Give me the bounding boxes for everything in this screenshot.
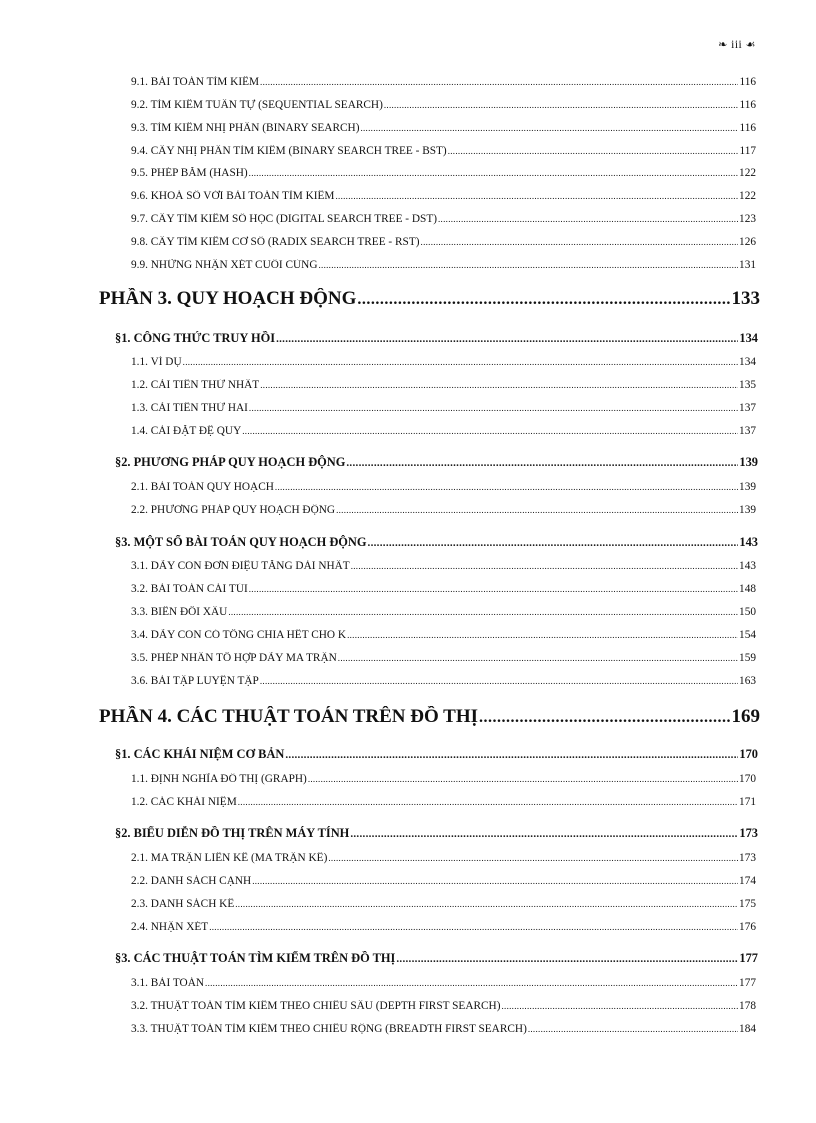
- toc-entry-9-5[interactable]: [131, 167, 756, 183]
- toc-section-p3-2[interactable]: [115, 455, 758, 473]
- toc-entry-9-9[interactable]: [131, 259, 756, 275]
- toc-entry-page: 176: [739, 921, 756, 933]
- toc-entry-page: 143: [739, 560, 756, 572]
- toc-entry-page: 174: [739, 875, 756, 887]
- toc-entry-page: 177: [739, 977, 756, 989]
- toc-entry-title: 1.1. VÍ DỤ: [131, 356, 182, 368]
- toc-entry-page: 126: [739, 236, 756, 248]
- toc-entry-title: 1.4. CÀI ĐẶT ĐỆ QUY: [131, 425, 242, 437]
- toc-entry-title: 3.3. BIẾN ĐỔI XÂU: [131, 606, 228, 618]
- dot-leader: [479, 706, 730, 728]
- dot-leader: [249, 583, 738, 595]
- dot-leader: [336, 504, 738, 516]
- toc-entry-title: 1.2. CẢI TIẾN THỨ NHẤT: [131, 379, 260, 391]
- dot-leader: [347, 629, 738, 641]
- dot-leader: [357, 288, 730, 310]
- toc-entry-page: 171: [739, 796, 756, 808]
- toc-entry-p4-1-1[interactable]: [131, 773, 756, 789]
- dot-leader: [235, 898, 738, 910]
- toc-entry-p4-2-4[interactable]: [131, 921, 756, 937]
- toc-entry-title: 3.6. BÀI TẬP LUYỆN TẬP: [131, 675, 259, 687]
- toc-entry-p3-1-2[interactable]: [131, 379, 756, 395]
- toc-entry-p3-3-1[interactable]: [131, 560, 756, 576]
- dot-leader: [438, 213, 738, 225]
- dot-leader: [368, 535, 739, 550]
- toc-entry-title: 3.4. DÃY CON CÓ TỔNG CHIA HẾT CHO K: [131, 629, 347, 641]
- dot-leader: [360, 122, 738, 134]
- dot-leader: [338, 652, 738, 664]
- toc-entry-p3-2-1[interactable]: [131, 481, 756, 497]
- toc-section-page: 170: [739, 747, 758, 761]
- toc-entry-title: 3.3. THUẬT TOÁN TÌM KIẾM THEO CHIỀU RỘNG (BREADTH FIRST SEARCH): [131, 1023, 527, 1035]
- toc-entry-page: 117: [739, 145, 756, 157]
- toc-entry-title: 9.5. PHÉP BĂM (HASH): [131, 167, 248, 179]
- dot-leader: [242, 425, 738, 437]
- dot-leader: [308, 773, 738, 785]
- dot-leader: [276, 331, 738, 346]
- toc-entry-title: 9.3. TÌM KIẾM NHỊ PHÂN (BINARY SEARCH): [131, 122, 360, 134]
- toc-section-page: 143: [739, 535, 758, 549]
- toc-entry-page: 175: [739, 898, 756, 910]
- toc-section-p4-3[interactable]: [115, 951, 758, 969]
- toc-entry-title: 9.7. CÂY TÌM KIẾM SỐ HỌC (DIGITAL SEARCH TREE - DST): [131, 213, 437, 225]
- toc-entry-p3-1-4[interactable]: [131, 425, 756, 441]
- toc-entry-9-1[interactable]: [131, 76, 756, 92]
- dot-leader: [260, 379, 738, 391]
- toc-entry-9-2[interactable]: [131, 99, 756, 115]
- toc-entry-page: 159: [739, 652, 756, 664]
- dot-leader: [421, 236, 739, 248]
- dot-leader: [249, 402, 738, 414]
- toc-entry-9-7[interactable]: [131, 213, 756, 229]
- toc-entry-p4-1-2[interactable]: [131, 796, 756, 812]
- toc-section-page: 134: [739, 331, 758, 345]
- toc-entry-title: 9.8. CÂY TÌM KIẾM CƠ SỐ (RADIX SEARCH TREE - RST): [131, 236, 420, 248]
- toc-entry-page: 137: [739, 402, 756, 414]
- toc-entry-title: 2.2. PHƯƠNG PHÁP QUY HOẠCH ĐỘNG: [131, 504, 336, 516]
- toc-entry-title: 3.1. BÀI TOÁN: [131, 977, 205, 989]
- dot-leader: [384, 99, 739, 111]
- toc-part-3[interactable]: [99, 288, 760, 314]
- toc-entry-title: 3.5. PHÉP NHÂN TỔ HỢP DÃY MA TRẬN: [131, 652, 337, 664]
- toc-entry-page: 137: [739, 425, 756, 437]
- toc-section-p4-1[interactable]: [115, 747, 758, 765]
- dot-leader: [528, 1023, 738, 1035]
- toc-entry-page: 170: [739, 773, 756, 785]
- dot-leader: [252, 875, 738, 887]
- toc-part-page: 133: [731, 288, 760, 309]
- toc-entry-title: 1.3. CẢI TIẾN THỨ HAI: [131, 402, 248, 414]
- page-number: [718, 38, 756, 51]
- toc-section-page: 177: [739, 951, 758, 965]
- toc-entry-page: 150: [739, 606, 756, 618]
- dot-leader: [335, 190, 738, 202]
- dot-leader: [318, 259, 738, 271]
- dot-leader: [351, 560, 738, 572]
- toc-entry-title: 9.9. NHỮNG NHẬN XÉT CUỐI CÙNG: [131, 259, 318, 271]
- toc-section-title: §1. CÁC KHÁI NIỆM CƠ BẢN: [115, 747, 285, 761]
- toc-entry-p3-3-3[interactable]: [131, 606, 756, 622]
- dot-leader: [275, 481, 738, 493]
- toc-entry-title: 9.4. CÂY NHỊ PHÂN TÌM KIẾM (BINARY SEARCH TREE - BST): [131, 145, 447, 157]
- toc-entry-p3-1-3[interactable]: [131, 402, 756, 418]
- toc-entry-title: 3.2. BÀI TOÁN CÁI TÚI: [131, 583, 248, 595]
- toc-section-page: 173: [739, 826, 758, 840]
- toc-section-page: 139: [739, 455, 758, 469]
- toc-entry-page: 123: [739, 213, 756, 225]
- toc-section-p3-3[interactable]: [115, 535, 758, 553]
- toc-entry-page: 173: [739, 852, 756, 864]
- toc-entry-title: 9.1. BÀI TOÁN TÌM KIẾM: [131, 76, 260, 88]
- toc-entry-title: 9.6. KHOÁ SỐ VỚI BÀI TOÁN TÌM KIẾM: [131, 190, 335, 202]
- toc-entry-page: 122: [739, 167, 756, 179]
- toc-entry-title: 2.1. BÀI TOÁN QUY HOẠCH: [131, 481, 274, 493]
- toc-part-title: PHẦN 3. QUY HOẠCH ĐỘNG: [99, 288, 357, 309]
- toc-part-page: 169: [731, 706, 760, 727]
- toc-entry-page: 178: [739, 1000, 756, 1012]
- toc-entry-p3-3-2[interactable]: [131, 583, 756, 599]
- toc-entry-9-6[interactable]: [131, 190, 756, 206]
- toc-entry-p3-3-6[interactable]: [131, 675, 756, 691]
- toc-entry-page: 184: [739, 1023, 756, 1035]
- toc-section-title: §1. CÔNG THỨC TRUY HỒI: [115, 331, 276, 345]
- toc-entry-p4-3-2[interactable]: [131, 1000, 756, 1016]
- toc-entry-p4-2-1[interactable]: [131, 852, 756, 868]
- toc-entry-page: 116: [739, 122, 756, 134]
- toc-entry-page: 134: [739, 356, 756, 368]
- toc-entry-title: 2.1. MA TRẬN LIỀN KỀ (MA TRẬN KỀ): [131, 852, 328, 864]
- toc-section-title: §2. BIỂU DIỄN ĐỒ THỊ TRÊN MÁY TÍNH: [115, 826, 350, 840]
- toc-entry-title: 1.2. CÁC KHÁI NIỆM: [131, 796, 237, 808]
- toc-entry-page: 135: [739, 379, 756, 391]
- toc-entry-page: 139: [739, 504, 756, 516]
- toc-entry-page: 116: [739, 99, 756, 111]
- toc-part-4[interactable]: [99, 706, 760, 732]
- toc-entry-p4-2-2[interactable]: [131, 875, 756, 891]
- toc-entry-page: 163: [739, 675, 756, 687]
- toc-part-title: PHẦN 4. CÁC THUẬT TOÁN TRÊN ĐỒ THỊ: [99, 706, 479, 727]
- dot-leader: [205, 977, 738, 989]
- toc-section-title: §3. MỘT SỐ BÀI TOÁN QUY HOẠCH ĐỘNG: [115, 535, 367, 549]
- toc-entry-title: 2.2. DANH SÁCH CẠNH: [131, 875, 252, 887]
- dot-leader: [285, 747, 738, 762]
- toc-entry-p4-3-1[interactable]: [131, 977, 756, 993]
- toc-entry-title: 1.1. ĐỊNH NGHĨA ĐỒ THỊ (GRAPH): [131, 773, 307, 785]
- toc-entry-page: 148: [739, 583, 756, 595]
- dot-leader: [346, 455, 738, 470]
- toc-entry-9-3[interactable]: [131, 122, 756, 138]
- toc-entry-9-8[interactable]: [131, 236, 756, 252]
- toc-entry-title: 2.3. DANH SÁCH KỀ: [131, 898, 235, 910]
- toc-entry-p3-2-2[interactable]: [131, 504, 756, 520]
- toc-entry-title: 3.1. DÃY CON ĐƠN ĐIỆU TĂNG DÀI NHẤT: [131, 560, 350, 572]
- toc-entry-page: 122: [739, 190, 756, 202]
- ornament-left-icon: ❧: [718, 39, 728, 51]
- dot-leader: [448, 145, 739, 157]
- toc-entry-page: 131: [739, 259, 756, 271]
- ornament-right-icon: ☙: [745, 39, 756, 51]
- dot-leader: [209, 921, 738, 933]
- toc-entry-page: 116: [739, 76, 756, 88]
- toc-entry-9-4[interactable]: [131, 145, 756, 161]
- toc-section-p4-2[interactable]: [115, 826, 758, 844]
- page-number-text: iii: [731, 39, 743, 51]
- dot-leader: [396, 951, 738, 966]
- toc-entry-page: 154: [739, 629, 756, 641]
- dot-leader: [260, 675, 738, 687]
- dot-leader: [249, 167, 738, 179]
- dot-leader: [328, 852, 738, 864]
- toc-section-title: §2. PHƯƠNG PHÁP QUY HOẠCH ĐỘNG: [115, 455, 346, 469]
- dot-leader: [183, 356, 738, 368]
- toc-section-title: §3. CÁC THUẬT TOÁN TÌM KIẾM TRÊN ĐỒ THỊ: [115, 951, 396, 965]
- toc-entry-page: 139: [739, 481, 756, 493]
- toc-entry-p3-3-4[interactable]: [131, 629, 756, 645]
- toc-entry-p4-3-3[interactable]: [131, 1023, 756, 1039]
- toc-entry-title: 2.4. NHẬN XÉT: [131, 921, 209, 933]
- toc-entry-p4-2-3[interactable]: [131, 898, 756, 914]
- dot-leader: [260, 76, 738, 88]
- dot-leader: [238, 796, 738, 808]
- dot-leader: [350, 826, 738, 841]
- toc-section-p3-1[interactable]: [115, 331, 758, 349]
- toc-entry-p3-1-1[interactable]: [131, 356, 756, 372]
- toc-entry-title: 9.2. TÌM KIẾM TUẦN TỰ (SEQUENTIAL SEARCH): [131, 99, 383, 111]
- dot-leader: [501, 1000, 738, 1012]
- toc-entry-p3-3-5[interactable]: [131, 652, 756, 668]
- dot-leader: [228, 606, 738, 618]
- toc-entry-title: 3.2. THUẬT TOÁN TÌM KIẾM THEO CHIỀU SÂU (DEPTH FIRST SEARCH): [131, 1000, 501, 1012]
